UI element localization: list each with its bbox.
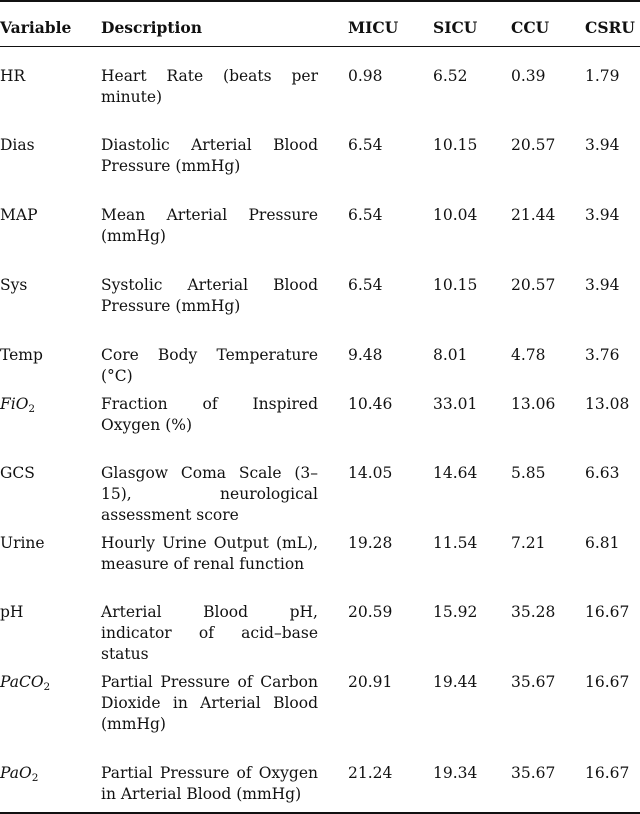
description-cell: Core Body Temperature (°C) [101, 346, 318, 385]
ccu-cell: 35.28 [511, 603, 556, 621]
csru-cell: 6.63 [585, 464, 620, 482]
variable-cell: GCS [0, 464, 35, 482]
variable-subscript: 2 [43, 681, 51, 693]
variable-cell [0, 394, 35, 420]
variable-subscript: 2 [31, 772, 39, 784]
csru-cell: 3.94 [585, 206, 620, 224]
csru-cell: 16.67 [585, 603, 630, 621]
sicu-cell: 10.15 [433, 136, 478, 154]
description-cell: Partial Pressure of Carbon Dioxide in Arterial Blood (mmHg) [101, 673, 318, 733]
variable-cell: Dias [0, 136, 35, 154]
micu-cell: 21.24 [348, 764, 393, 782]
micu-cell: 6.54 [348, 206, 383, 224]
variable-subscript: 2 [28, 403, 36, 415]
description-cell: Systolic Arterial Blood Pressure (mmHg) [101, 276, 318, 315]
micu-cell: 19.28 [348, 534, 393, 552]
variable-cell [0, 672, 50, 698]
ccu-cell: 21.44 [511, 206, 556, 224]
sicu-cell: 10.15 [433, 276, 478, 294]
ccu-cell: 35.67 [511, 764, 556, 782]
sicu-cell: 14.64 [433, 464, 478, 482]
header-sicu: SICU [433, 18, 478, 37]
ccu-cell: 13.06 [511, 395, 556, 413]
ccu-cell: 20.57 [511, 136, 556, 154]
csru-cell: 3.94 [585, 136, 620, 154]
sicu-cell: 6.52 [433, 67, 468, 85]
variable-cell: Temp [0, 346, 43, 364]
description-cell: Heart Rate (beats per minute) [101, 67, 318, 106]
micu-cell: 20.59 [348, 603, 393, 621]
header-variable: Variable [0, 18, 72, 37]
sicu-cell: 19.34 [433, 764, 478, 782]
csru-cell: 3.76 [585, 346, 620, 364]
ccu-cell: 5.85 [511, 464, 546, 482]
csru-cell: 16.67 [585, 764, 630, 782]
description-cell: Diastolic Arterial Blood Pressure (mmHg) [101, 136, 318, 175]
micu-cell: 14.05 [348, 464, 393, 482]
csru-cell: 16.67 [585, 673, 630, 691]
micu-cell: 6.54 [348, 276, 383, 294]
ccu-cell: 0.39 [511, 67, 546, 85]
table-top-rule [0, 0, 640, 2]
sicu-cell: 19.44 [433, 673, 478, 691]
header-csru: CSRU [585, 18, 635, 37]
sicu-cell: 10.04 [433, 206, 478, 224]
description-cell: Glasgow Coma Scale (3–15), neurological assessment score [101, 464, 318, 524]
csru-cell: 13.08 [585, 395, 630, 413]
ccu-cell: 4.78 [511, 346, 546, 364]
description-cell: Arterial Blood pH, indicator of acid–base status [101, 603, 318, 663]
sicu-cell: 33.01 [433, 395, 478, 413]
csru-cell: 3.94 [585, 276, 620, 294]
sicu-cell: 8.01 [433, 346, 468, 364]
variable-main: FiO [0, 395, 29, 413]
variable-cell [0, 763, 38, 789]
micu-cell: 0.98 [348, 67, 383, 85]
variable-cell: HR [0, 67, 26, 85]
header-ccu: CCU [511, 18, 550, 37]
ccu-cell: 35.67 [511, 673, 556, 691]
micu-cell: 9.48 [348, 346, 383, 364]
description-cell: Fraction of Inspired Oxygen (%) [101, 395, 318, 434]
table-header-rule [0, 46, 640, 47]
description-cell: Hourly Urine Output (mL), measure of renal function [101, 534, 318, 573]
sicu-cell: 11.54 [433, 534, 478, 552]
micu-cell: 6.54 [348, 136, 383, 154]
variable-cell: Urine [0, 534, 45, 552]
header-micu: MICU [348, 18, 399, 37]
header-description: Description [101, 18, 203, 37]
variable-cell: Sys [0, 276, 28, 294]
variable-cell: pH [0, 603, 24, 621]
description-cell: Partial Pressure of Oxygen in Arterial Blood (mmHg) [101, 764, 318, 803]
csru-cell: 6.81 [585, 534, 620, 552]
micu-cell: 10.46 [348, 395, 393, 413]
table-header-row [0, 16, 640, 40]
sicu-cell: 15.92 [433, 603, 478, 621]
description-cell: Mean Arterial Pressure (mmHg) [101, 206, 318, 245]
ccu-cell: 7.21 [511, 534, 546, 552]
variable-main: PaO [0, 764, 32, 782]
ccu-cell: 20.57 [511, 276, 556, 294]
variable-cell: MAP [0, 206, 38, 224]
micu-cell: 20.91 [348, 673, 393, 691]
csru-cell: 1.79 [585, 67, 620, 85]
variable-main: PaCO [0, 673, 44, 691]
